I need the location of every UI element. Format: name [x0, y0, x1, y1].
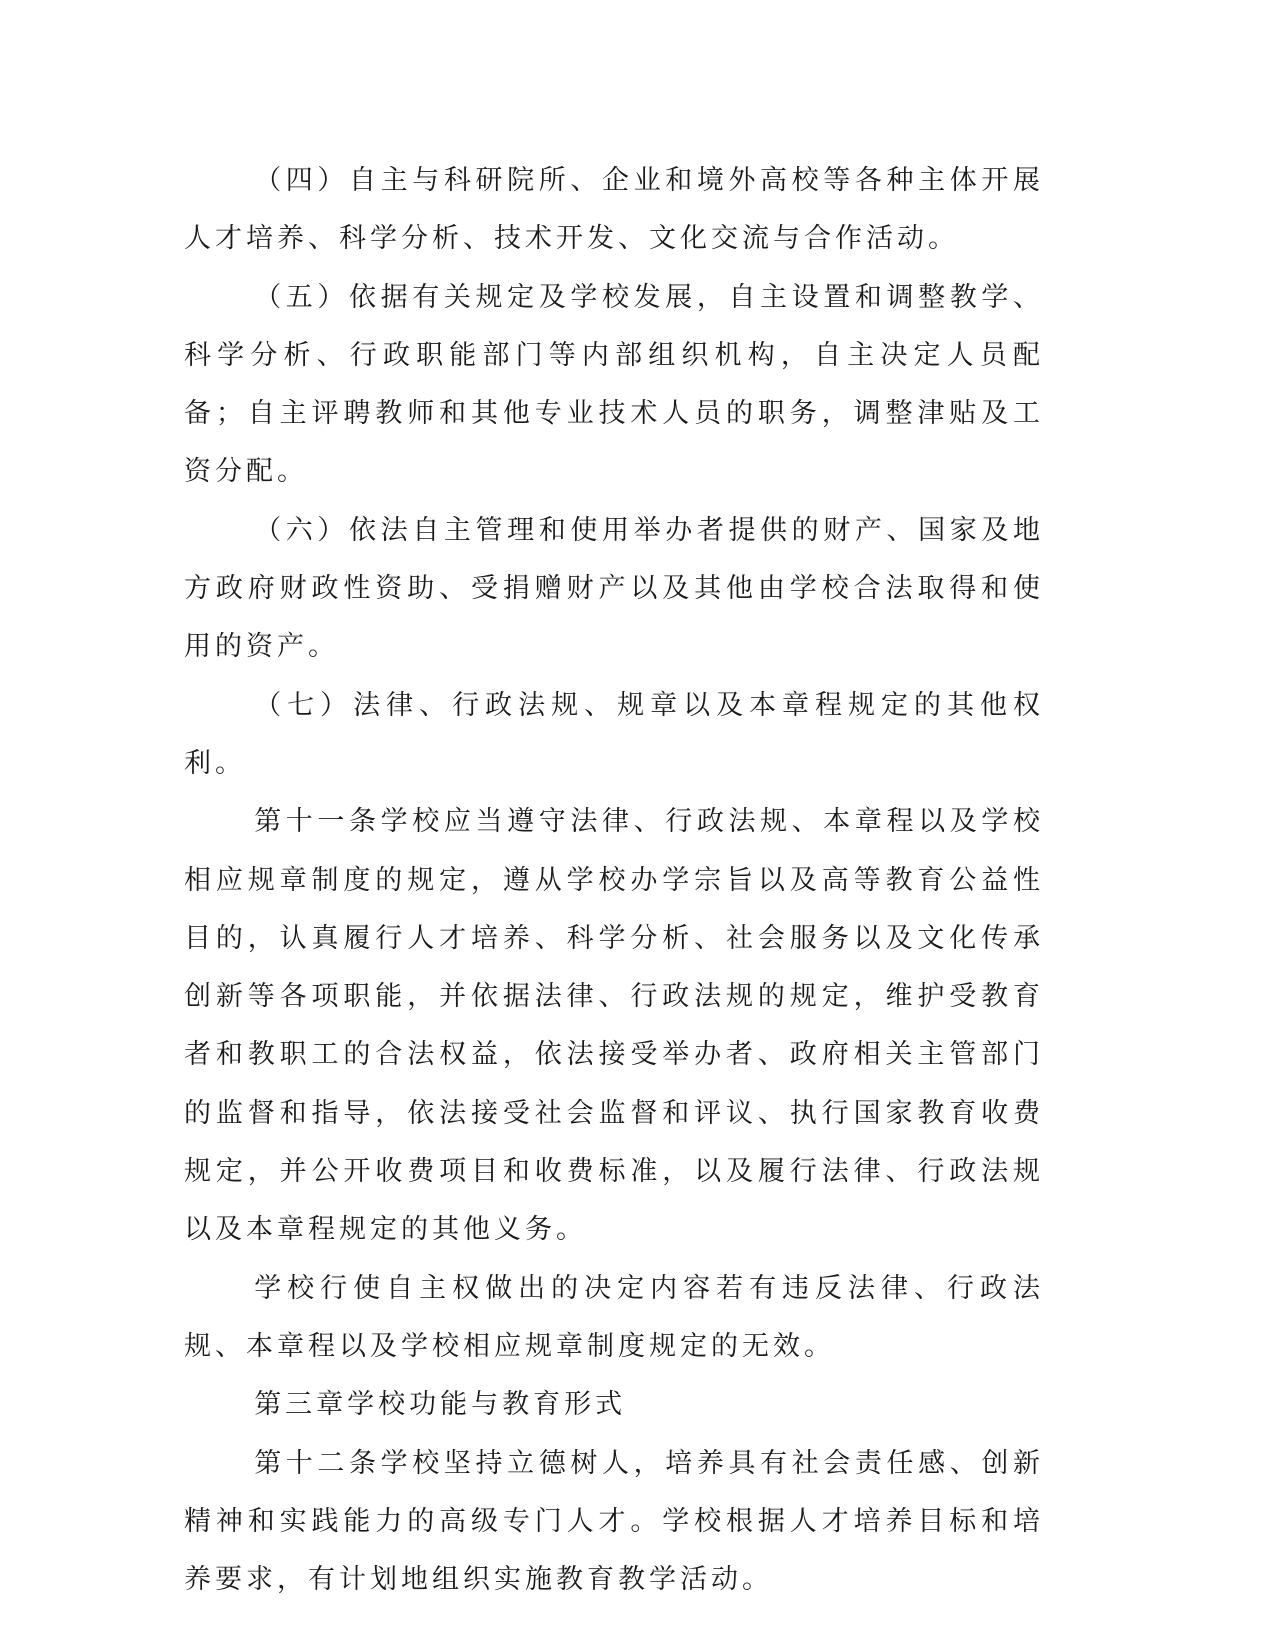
paragraph-item-6: （六）依法自主管理和使用举办者提供的财产、国家及地方政府财政性资助、受捐赠财产以及其他由学校合法取得和使用的资产。 [184, 514, 1044, 663]
document-body [184, 152, 1044, 1609]
paragraph-item-7: （七）法律、行政法规、规章以及本章程规定的其他权利。 [184, 689, 1044, 779]
article-11-paragraph: 第十一条学校应当遵守法律、行政法规、本章程以及学校相应规章制度的规定，遵从学校办学宗旨以及高等教育公益性目的，认真履行人才培养、科学分析、社会服务以及文化传承创新等各项职能，并依据法律、行政法规的规定，维护受教育者和教职工的合法权益，依法接受举办者、政府相关主管部门的监督和指导，依法接受社会监督和评议、执行国家教育收费规定，并公开收费项目和收费标准，以及履行法律、行政法规以及本章程规定的其他义务。 [184, 806, 1044, 1246]
chapter-3-heading: 第三章学校功能与教育形式 [254, 1389, 627, 1421]
paragraph-item-5: （五）依据有关规定及学校发展，自主设置和调整教学、科学分析、行政职能部门等内部组织机构，自主决定人员配备；自主评聘教师和其他专业技术人员的职务，调整津贴及工资分配。 [184, 281, 1044, 488]
article-12-paragraph: 第十二条学校坚持立德树人，培养具有社会责任感、创新精神和实践能力的高级专门人才。学校根据人才培养目标和培养要求，有计划地组织实施教育教学活动。 [184, 1447, 1044, 1596]
autonomy-invalid-paragraph: 学校行使自主权做出的决定内容若有违反法律、行政法规、本章程以及学校相应规章制度规定的无效。 [184, 1272, 1044, 1362]
paragraph-item-4: （四）自主与科研院所、企业和境外高校等各种主体开展人才培养、科学分析、技术开发、文化交流与合作活动。 [184, 165, 1044, 255]
